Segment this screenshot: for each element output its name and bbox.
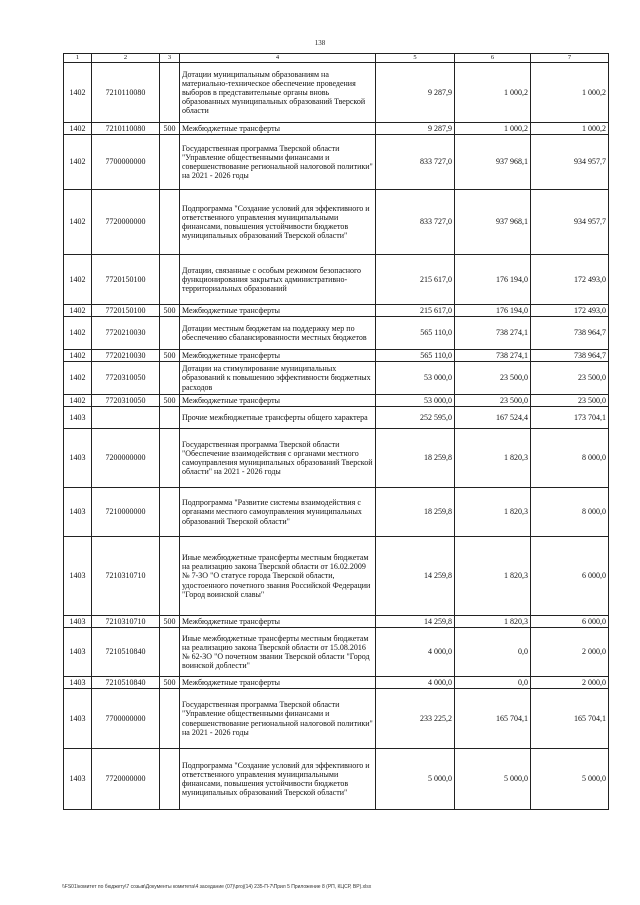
amount-col-7: 738 964,7: [531, 317, 609, 350]
target-article-code: [92, 407, 160, 429]
item-name: Дотации муниципальным образованиям на материально-техническое обеспечение проведения выборов в представительные органы вновь образованных муниципальных образований Тверской области: [180, 63, 376, 123]
section-code: 1402: [64, 190, 92, 255]
file-path-footer: \\FS01\комитет по бюджету\7 созыв\Документы комитета\4 заседание (07)\proj(14) 235-П-7\Прил 5 Приложение 8 (РП, КЦСР, ВР).xlsx: [62, 884, 372, 890]
expense-type-code: 500: [160, 123, 180, 135]
item-name: Межбюджетные трансферты: [180, 305, 376, 317]
amount-col-5: 14 259,8: [376, 616, 455, 628]
target-article-code: 7720150100: [92, 305, 160, 317]
target-article-code: 7720210030: [92, 317, 160, 350]
amount-col-6: 165 704,1: [455, 689, 531, 749]
item-name: Дотации местным бюджетам на поддержку мер по обеспечению сбалансированности местных бюджетов: [180, 317, 376, 350]
amount-col-6: 1 820,3: [455, 616, 531, 628]
target-article-code: 7720310050: [92, 362, 160, 395]
budget-table: [63, 53, 609, 810]
amount-col-5: 215 617,0: [376, 255, 455, 305]
amount-col-7: 2 000,0: [531, 628, 609, 677]
amount-col-5: 14 259,8: [376, 537, 455, 616]
expense-type-code: [160, 255, 180, 305]
table-row: [64, 749, 609, 810]
item-name: Межбюджетные трансферты: [180, 616, 376, 628]
section-code: 1403: [64, 689, 92, 749]
amount-col-7: 172 493,0: [531, 255, 609, 305]
amount-col-6: 1 820,3: [455, 537, 531, 616]
item-name: Подпрограмма "Создание условий для эффективного и ответственного управления муниципальными финансами, повышения устойчивости бюджетов муниципальных образований Тверской области": [180, 190, 376, 255]
amount-col-7: 172 493,0: [531, 305, 609, 317]
amount-col-7: 23 500,0: [531, 362, 609, 395]
target-article-code: 7720000000: [92, 749, 160, 810]
item-name: Государственная программа Тверской области "Управление общественными финансами и совершенствование региональной налоговой политики" на 2021 - 2026 годы: [180, 689, 376, 749]
item-name: Государственная программа Тверской области "Обеспечение взаимодействия с органами местного самоуправления муниципальных образований Тверской области" на 2021 - 2026 годы: [180, 429, 376, 488]
expense-type-code: [160, 317, 180, 350]
amount-col-5: 18 259,8: [376, 429, 455, 488]
section-code: 1403: [64, 616, 92, 628]
section-code: 1403: [64, 537, 92, 616]
item-name: Подпрограмма "Создание условий для эффективного и ответственного управления муниципальными финансами, повышения устойчивости бюджетов муниципальных образований Тверской области": [180, 749, 376, 810]
item-name: Подпрограмма "Развитие системы взаимодействия с органами местного самоуправления муниципальных образований Тверской области": [180, 488, 376, 537]
table-row: [64, 407, 609, 429]
target-article-code: 7720310050: [92, 395, 160, 407]
amount-col-6: 1 000,2: [455, 63, 531, 123]
amount-col-6: 937 968,1: [455, 190, 531, 255]
amount-col-5: 53 000,0: [376, 362, 455, 395]
table-row: [64, 395, 609, 407]
amount-col-7: 738 964,7: [531, 350, 609, 362]
table-row: [64, 689, 609, 749]
item-name: Межбюджетные трансферты: [180, 395, 376, 407]
amount-col-7: 165 704,1: [531, 689, 609, 749]
target-article-code: 7210510840: [92, 677, 160, 689]
expense-type-code: [160, 135, 180, 190]
table-row: [64, 305, 609, 317]
target-article-code: 7700000000: [92, 689, 160, 749]
amount-col-5: 833 727,0: [376, 135, 455, 190]
amount-col-5: 215 617,0: [376, 305, 455, 317]
column-number-header: [64, 54, 609, 63]
target-article-code: 7720150100: [92, 255, 160, 305]
amount-col-7: 6 000,0: [531, 616, 609, 628]
column-number: 2: [92, 54, 160, 63]
amount-col-5: 565 110,0: [376, 350, 455, 362]
amount-col-6: 5 000,0: [455, 749, 531, 810]
amount-col-7: 5 000,0: [531, 749, 609, 810]
table-row: [64, 135, 609, 190]
table-row: [64, 488, 609, 537]
target-article-code: 7210110080: [92, 63, 160, 123]
expense-type-code: [160, 749, 180, 810]
amount-col-6: 738 274,1: [455, 350, 531, 362]
expense-type-code: 500: [160, 616, 180, 628]
amount-col-6: 738 274,1: [455, 317, 531, 350]
section-code: 1402: [64, 317, 92, 350]
table-row: [64, 123, 609, 135]
target-article-code: 7210000000: [92, 488, 160, 537]
target-article-code: 7210310710: [92, 616, 160, 628]
section-code: 1403: [64, 407, 92, 429]
expense-type-code: [160, 63, 180, 123]
amount-col-7: 934 957,7: [531, 135, 609, 190]
table-row: [64, 628, 609, 677]
amount-col-7: 23 500,0: [531, 395, 609, 407]
expense-type-code: [160, 429, 180, 488]
target-article-code: 7720210030: [92, 350, 160, 362]
amount-col-6: 23 500,0: [455, 362, 531, 395]
amount-col-6: 937 968,1: [455, 135, 531, 190]
section-code: 1403: [64, 429, 92, 488]
item-name: Дотации, связанные с особым режимом безопасного функционирования закрытых административно-территориальных образований: [180, 255, 376, 305]
amount-col-6: 176 194,0: [455, 255, 531, 305]
amount-col-7: 173 704,1: [531, 407, 609, 429]
amount-col-7: 934 957,7: [531, 190, 609, 255]
amount-col-7: 6 000,0: [531, 537, 609, 616]
target-article-code: 7210110080: [92, 123, 160, 135]
expense-type-code: [160, 362, 180, 395]
target-article-code: 7210510840: [92, 628, 160, 677]
section-code: 1403: [64, 628, 92, 677]
section-code: 1402: [64, 395, 92, 407]
amount-col-5: 565 110,0: [376, 317, 455, 350]
table-row: [64, 616, 609, 628]
item-name: Государственная программа Тверской области "Управление общественными финансами и совершенствование региональной налоговой политики" на 2021 - 2026 годы: [180, 135, 376, 190]
page-number: 138: [314, 39, 326, 47]
section-code: 1402: [64, 255, 92, 305]
item-name: Межбюджетные трансферты: [180, 123, 376, 135]
section-code: 1403: [64, 677, 92, 689]
section-code: 1402: [64, 305, 92, 317]
amount-col-6: 1 820,3: [455, 488, 531, 537]
column-number: 5: [376, 54, 455, 63]
table-row: [64, 350, 609, 362]
section-code: 1403: [64, 488, 92, 537]
table-row: [64, 63, 609, 123]
item-name: Межбюджетные трансферты: [180, 677, 376, 689]
amount-col-5: 9 287,9: [376, 63, 455, 123]
target-article-code: 7200000000: [92, 429, 160, 488]
amount-col-7: 8 000,0: [531, 429, 609, 488]
amount-col-5: 4 000,0: [376, 677, 455, 689]
table-row: [64, 190, 609, 255]
table-row: [64, 362, 609, 395]
section-code: 1402: [64, 63, 92, 123]
amount-col-6: 23 500,0: [455, 395, 531, 407]
section-code: 1402: [64, 123, 92, 135]
target-article-code: 7210310710: [92, 537, 160, 616]
amount-col-5: 5 000,0: [376, 749, 455, 810]
section-code: 1403: [64, 749, 92, 810]
amount-col-6: 0,0: [455, 677, 531, 689]
amount-col-5: 18 259,8: [376, 488, 455, 537]
item-name: Дотации на стимулирование муниципальных образований к повышению эффективности бюджетных расходов: [180, 362, 376, 395]
expense-type-code: 500: [160, 395, 180, 407]
table-row: [64, 429, 609, 488]
section-code: 1402: [64, 362, 92, 395]
section-code: 1402: [64, 350, 92, 362]
amount-col-6: 1 820,3: [455, 429, 531, 488]
column-number: 7: [531, 54, 609, 63]
amount-col-7: 1 000,2: [531, 63, 609, 123]
amount-col-6: 176 194,0: [455, 305, 531, 317]
amount-col-6: 1 000,2: [455, 123, 531, 135]
item-name: Иные межбюджетные трансферты местным бюджетам на реализацию закона Тверской области от 16.02.2009 № 7-ЗО "О статусе города Тверской области, удостоенного почетного звания Российской Федерации "Город воинской славы": [180, 537, 376, 616]
amount-col-6: 0,0: [455, 628, 531, 677]
expense-type-code: 500: [160, 350, 180, 362]
expense-type-code: [160, 407, 180, 429]
amount-col-7: 8 000,0: [531, 488, 609, 537]
amount-col-7: 1 000,2: [531, 123, 609, 135]
item-name: Прочие межбюджетные трансферты общего характера: [180, 407, 376, 429]
amount-col-5: 833 727,0: [376, 190, 455, 255]
table-row: [64, 677, 609, 689]
expense-type-code: 500: [160, 305, 180, 317]
expense-type-code: [160, 537, 180, 616]
amount-col-5: 233 225,2: [376, 689, 455, 749]
table-row: [64, 255, 609, 305]
expense-type-code: [160, 689, 180, 749]
column-number: 1: [64, 54, 92, 63]
column-number: 6: [455, 54, 531, 63]
expense-type-code: 500: [160, 677, 180, 689]
table-row: [64, 317, 609, 350]
amount-col-6: 167 524,4: [455, 407, 531, 429]
section-code: 1402: [64, 135, 92, 190]
item-name: Иные межбюджетные трансферты местным бюджетам на реализацию закона Тверской области от 15.08.2016 № 62-ЗО "О почетном звании Тверской области "Город воинской доблести": [180, 628, 376, 677]
item-name: Межбюджетные трансферты: [180, 350, 376, 362]
target-article-code: 7700000000: [92, 135, 160, 190]
amount-col-7: 2 000,0: [531, 677, 609, 689]
amount-col-5: 53 000,0: [376, 395, 455, 407]
amount-col-5: 9 287,9: [376, 123, 455, 135]
table-row: [64, 537, 609, 616]
expense-type-code: [160, 628, 180, 677]
expense-type-code: [160, 190, 180, 255]
expense-type-code: [160, 488, 180, 537]
column-number: 4: [180, 54, 376, 63]
amount-col-5: 252 595,0: [376, 407, 455, 429]
column-number: 3: [160, 54, 180, 63]
amount-col-5: 4 000,0: [376, 628, 455, 677]
target-article-code: 7720000000: [92, 190, 160, 255]
